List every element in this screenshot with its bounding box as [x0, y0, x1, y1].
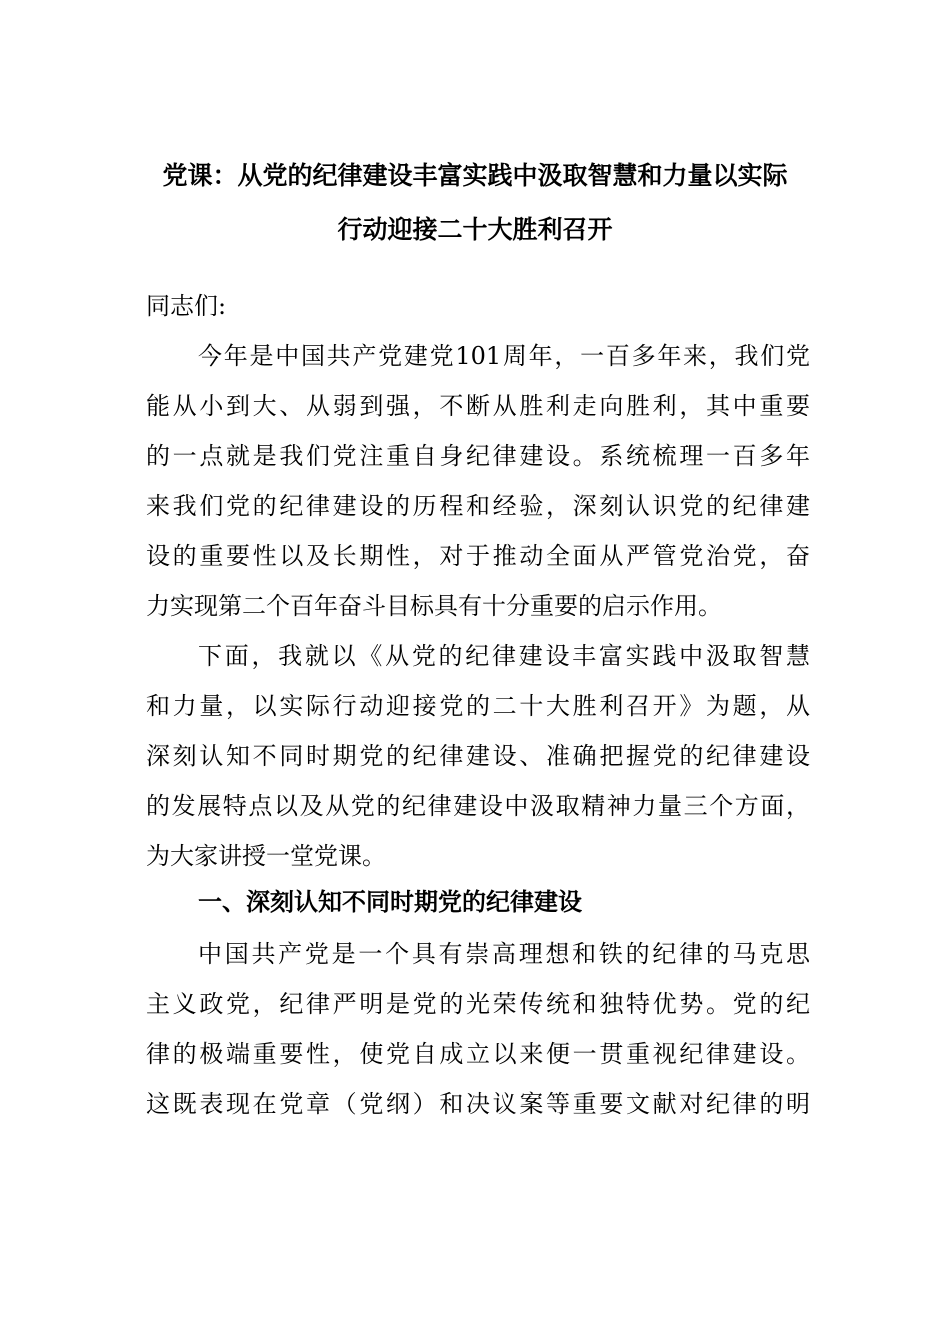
paragraph-1-line: 设的重要性以及长期性，对于推动全面从严管党治党，奋	[146, 542, 810, 570]
paragraph-2-line: 下面，我就以《从党的纪律建设丰富实践中汲取智慧	[198, 642, 810, 670]
document-title-line-2: 行动迎接二十大胜利召开	[337, 215, 613, 244]
paragraph-3-line: 律的极端重要性，使党自成立以来便一贯重视纪律建设。	[146, 1040, 810, 1068]
paragraph-3-line: 这既表现在党章（党纲）和决议案等重要文献对纪律的明	[146, 1090, 810, 1118]
paragraph-1-line: 能从小到大、从弱到强，不断从胜利走向胜利，其中重要	[146, 392, 810, 420]
paragraph-1-line: 力实现第二个百年奋斗目标具有十分重要的启示作用。	[146, 592, 722, 620]
document-title-line-1: 党课：从党的纪律建设丰富实践中汲取智慧和力量以实际	[162, 161, 788, 190]
paragraph-1-line: 今年是中国共产党建党101周年，一百多年来，我们党	[198, 342, 810, 370]
paragraph-2-line: 的发展特点以及从党的纪律建设中汲取精神力量三个方面，	[146, 792, 810, 820]
paragraph-2-line: 和力量，以实际行动迎接党的二十大胜利召开》为题，从	[146, 692, 810, 720]
paragraph-1-line: 来我们党的纪律建设的历程和经验，深刻认识党的纪律建	[146, 492, 810, 520]
paragraph-2-line: 深刻认知不同时期党的纪律建设、准确把握党的纪律建设	[146, 742, 810, 770]
salutation: 同志们:	[146, 292, 227, 320]
section-1-heading: 一、深刻认知不同时期党的纪律建设	[198, 888, 582, 916]
paragraph-3-line: 中国共产党是一个具有崇高理想和铁的纪律的马克思	[198, 940, 810, 968]
paragraph-1-line: 的一点就是我们党注重自身纪律建设。系统梳理一百多年	[146, 442, 810, 470]
paragraph-3-line: 主义政党，纪律严明是党的光荣传统和独特优势。党的纪	[146, 990, 810, 1018]
paragraph-2-line: 为大家讲授一堂党课。	[146, 842, 386, 870]
